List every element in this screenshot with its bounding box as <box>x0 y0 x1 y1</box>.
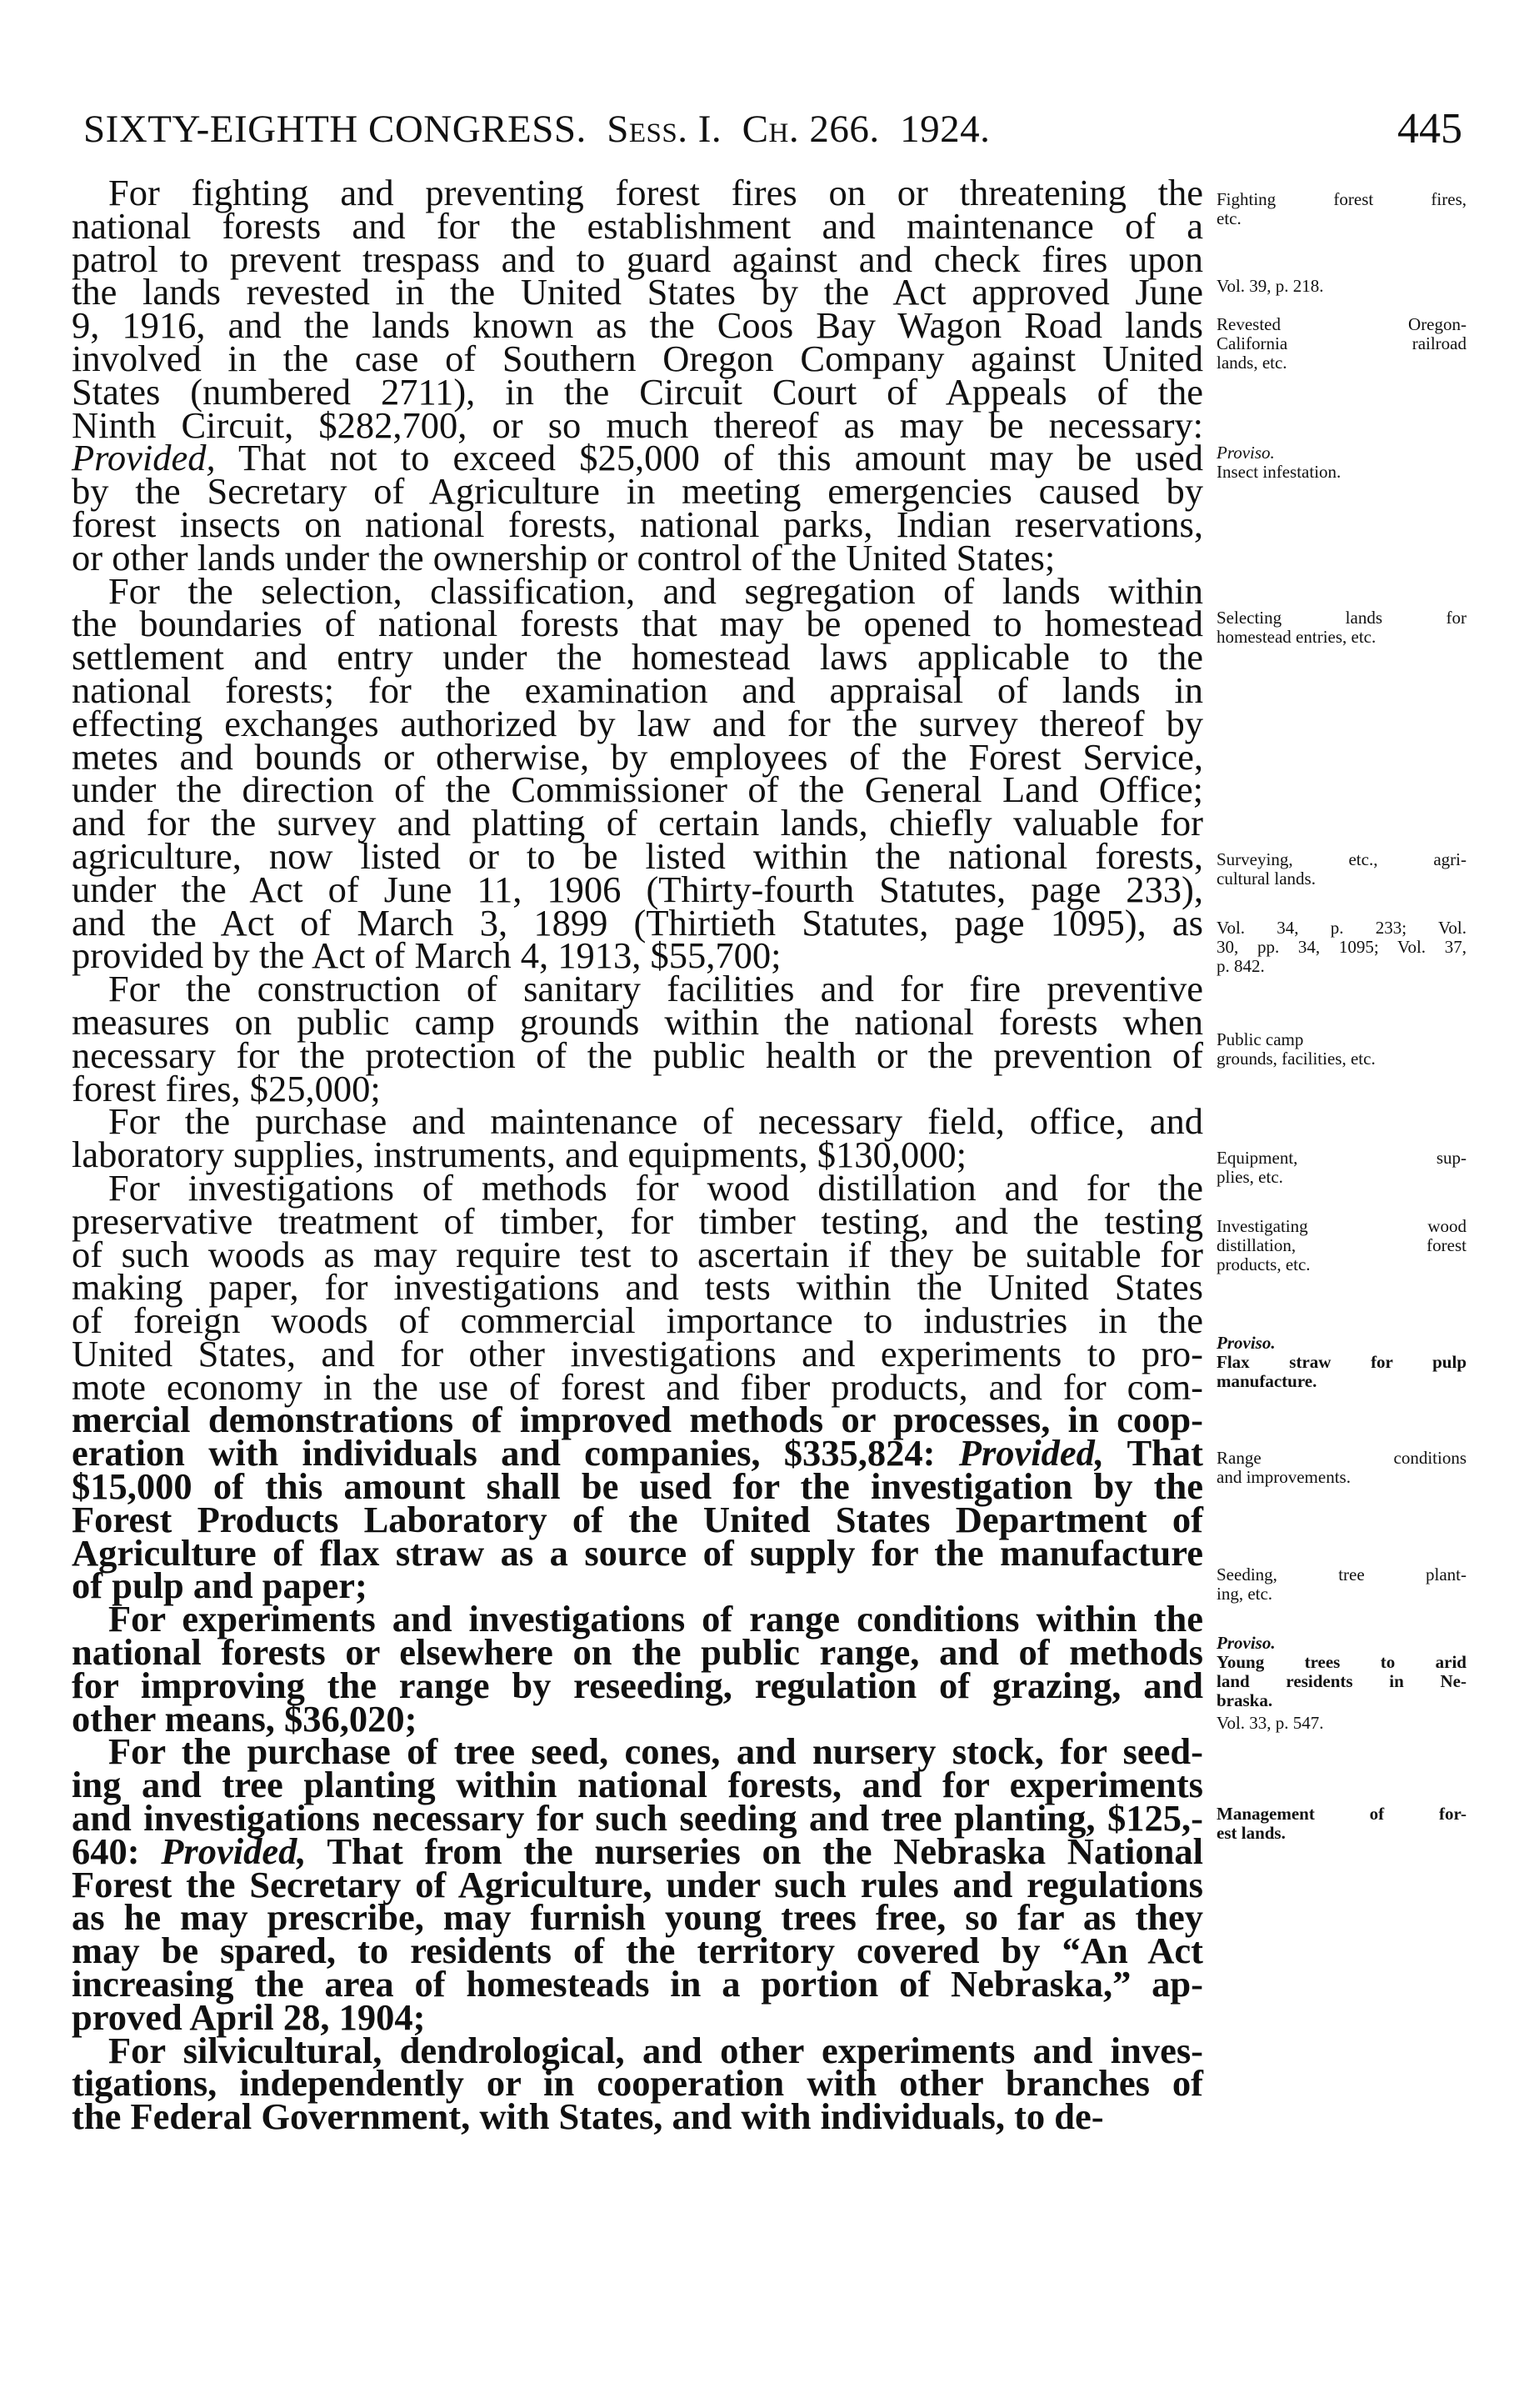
text-line: national forests or elsewhere on the public range, and of methods <box>72 1631 1203 1674</box>
margin-note-line: lands, etc. <box>1217 353 1287 373</box>
text-line: national forests and for the establishment and maintenance of a <box>72 204 1203 247</box>
margin-note <box>1217 1449 1467 1487</box>
margin-note-line: Young trees to arid <box>1217 1652 1467 1672</box>
margin-note-line: Insect infestation. <box>1217 462 1342 482</box>
margin-note-line: and improvements. <box>1217 1467 1351 1487</box>
text-line: For silvicultural, dendrological, and other experiments and inves- <box>108 2029 1203 2071</box>
text-line: Provided, That not to exceed $25,000 of this amount may be used <box>72 437 1203 479</box>
margin-note <box>1217 1030 1467 1069</box>
paragraph <box>72 2029 1203 2138</box>
margin-note-line: Equipment, sup- <box>1217 1148 1467 1168</box>
text-line: under the Act of June 11, 1906 (Thirty-fourth Statutes, page 233), <box>72 868 1203 910</box>
paragraph <box>72 1598 1203 1740</box>
text-line: provided by the Act of March 4, 1913, $55,700; <box>72 934 782 977</box>
header-year: 1924. <box>900 108 991 151</box>
margin-note-line: land residents in Ne- <box>1217 1671 1467 1691</box>
text-line: for improving the range by reseeding, regulation of grazing, and <box>72 1664 1203 1706</box>
text-line: forest insects on national forests, national parks, Indian reservations, <box>72 503 1203 545</box>
text-line: and for the survey and platting of certain lands, chiefly valuable for <box>72 802 1203 844</box>
margin-note <box>1217 1334 1467 1391</box>
text-line: metes and bounds or otherwise, by employees of the Forest Service, <box>72 735 1203 778</box>
margin-note-line: homestead entries, etc. <box>1217 627 1377 647</box>
text-line: For experiments and investigations of range conditions within the <box>108 1598 1203 1640</box>
text-line: making paper, for investigations and tests within the United States <box>72 1266 1203 1309</box>
margin-note-line: Vol. 39, p. 218. <box>1217 276 1324 296</box>
text-line: For fighting and preventing forest fires on or threatening the <box>108 172 1203 213</box>
text-line: of foreign woods of commercial importance to industries in the <box>72 1299 1203 1342</box>
text-line: settlement and entry under the homestead laws applicable to the <box>72 636 1203 678</box>
margin-note <box>1217 850 1467 889</box>
text-line: Forest Products Laboratory of the United States Department of <box>72 1498 1203 1540</box>
text-line: other means, $36,020; <box>72 1697 417 1740</box>
page-number: 445 <box>1397 105 1462 153</box>
margin-note-line: Fighting forest fires, <box>1217 189 1467 209</box>
margin-note-line: Investigating wood <box>1217 1216 1467 1236</box>
margin-note <box>1217 1805 1467 1843</box>
text-line: or other lands under the ownership or control of the United States; <box>72 536 1056 578</box>
margin-note <box>1217 315 1467 373</box>
header-session: Sess. I. <box>607 108 722 151</box>
text-line: laboratory supplies, instruments, and equipments, $130,000; <box>72 1134 967 1176</box>
text-line: For the purchase and maintenance of necessary field, office, and <box>108 1100 1203 1143</box>
margin-note <box>1217 1565 1467 1604</box>
text-line: For the selection, classification, and segregation of lands within <box>108 569 1203 612</box>
header-title <box>83 100 990 158</box>
margin-note <box>1217 1714 1467 1733</box>
text-line: increasing the area of homesteads in a portion of Nebraska,” ap- <box>72 1963 1203 2005</box>
text-line: national forests; for the examination and appraisal of lands in <box>72 668 1203 711</box>
margin-note-line: products, etc. <box>1217 1254 1311 1274</box>
margin-note-line: plies, etc. <box>1217 1167 1283 1187</box>
margin-note <box>1217 608 1467 647</box>
margin-note <box>1217 1634 1467 1710</box>
paragraph <box>72 1730 1203 2038</box>
text-line: proved April 28, 1904; <box>72 1995 426 2038</box>
margin-note-line: California railroad <box>1217 333 1467 353</box>
text-line: the boundaries of national forests that may be opened to homestead <box>72 603 1203 645</box>
margin-note-line: 30, pp. 34, 1095; Vol. 37, <box>1217 937 1467 957</box>
paragraph <box>72 1100 1203 1176</box>
margin-notes <box>1217 0 1467 2408</box>
text-line: mote economy in the use of forest and fiber products, and for com- <box>72 1365 1203 1408</box>
text-line: of pulp and paper; <box>72 1564 367 1607</box>
header-chapter: Ch. 266. <box>742 108 880 151</box>
margin-note-line: Proviso. <box>1217 1333 1276 1353</box>
margin-note <box>1217 443 1467 482</box>
margin-note-line: etc. <box>1217 208 1242 228</box>
text-line: tigations, independently or in cooperation with other branches of <box>72 2062 1203 2105</box>
margin-note-line: Seeding, tree plant- <box>1217 1564 1467 1584</box>
text-line: forest fires, $25,000; <box>72 1067 381 1109</box>
text-line: Forest the Secretary of Agriculture, under such rules and regulations <box>72 1863 1203 1905</box>
header-congress: SIXTY-EIGHTH CONGRESS. <box>83 108 587 151</box>
margin-note-line: p. 842. <box>1217 956 1265 976</box>
text-line: 9, 1916, and the lands known as the Coos Bay Wagon Road lands <box>72 304 1203 347</box>
text-line: agriculture, now listed or to be listed within the national forests, <box>72 834 1203 877</box>
text-line: For the purchase of tree seed, cones, and nursery stock, for seed- <box>108 1730 1203 1773</box>
text-line: For the construction of sanitary facilities and for fire preventive <box>108 968 1203 1010</box>
margin-note-line: Selecting lands for <box>1217 608 1467 628</box>
margin-note <box>1217 919 1467 976</box>
margin-note-line: braska. <box>1217 1690 1273 1710</box>
text-line: may be spared, to residents of the territory covered by “An Act <box>72 1930 1203 1972</box>
margin-note-line: Flax straw for pulp <box>1217 1352 1467 1372</box>
margin-note-line: ing, etc. <box>1217 1584 1273 1604</box>
text-line: and the Act of March 3, 1899 (Thirtieth Statutes, page 1095), as <box>72 901 1203 944</box>
main-text <box>72 172 1203 2138</box>
text-line: and investigations necessary for such seeding and tree planting, $125,- <box>72 1797 1203 1840</box>
margin-note-line: Surveying, etc., agri- <box>1217 849 1467 869</box>
margin-note-line: Range conditions <box>1217 1448 1467 1468</box>
paragraph <box>72 968 1203 1109</box>
margin-note-line: Proviso. <box>1217 1633 1276 1653</box>
text-line: involved in the case of Southern Oregon Company against United <box>72 337 1203 379</box>
text-line: preservative treatment of timber, for timber testing, and the testing <box>72 1199 1203 1242</box>
margin-note-line: cultural lands. <box>1217 869 1316 889</box>
margin-note <box>1217 1217 1467 1274</box>
margin-note-line: Revested Oregon- <box>1217 314 1467 334</box>
margin-note-line: Proviso. <box>1217 443 1275 463</box>
text-line: eration with individuals and companies, $335,824: Provided, That <box>72 1432 1203 1474</box>
text-line: as he may prescribe, may furnish young trees free, so far as they <box>72 1896 1203 1939</box>
text-line: the Federal Government, with States, and with individuals, to de- <box>72 2095 1104 2138</box>
margin-note <box>1217 190 1467 228</box>
text-line: United States, and for other investigations and experiments to pro- <box>72 1332 1203 1374</box>
margin-note-line: Public camp <box>1217 1029 1304 1049</box>
text-line: States (numbered 2711), in the Circuit Court of Appeals of the <box>72 370 1203 413</box>
paragraph <box>72 569 1203 977</box>
text-line: 640: Provided, That from the nurseries on the Nebraska National <box>72 1830 1203 1872</box>
text-line: Ninth Circuit, $282,700, or so much thereof as may be necessary: <box>72 403 1203 446</box>
text-line: $15,000 of this amount shall be used for the investigation by the <box>72 1465 1203 1508</box>
margin-note-line: distillation, forest <box>1217 1235 1467 1255</box>
text-line: effecting exchanges authorized by law and for the survey thereof by <box>72 702 1203 744</box>
paragraph <box>72 1166 1203 1607</box>
margin-note-line: grounds, facilities, etc. <box>1217 1049 1376 1069</box>
margin-note <box>1217 1149 1467 1187</box>
margin-note-line: manufacture. <box>1217 1371 1317 1391</box>
margin-note-line: est lands. <box>1217 1823 1286 1843</box>
text-line: necessary for the protection of the public health or the prevention of <box>72 1034 1203 1076</box>
text-line: For investigations of methods for wood distillation and for the <box>108 1166 1203 1209</box>
text-line: under the direction of the Commissioner of the General Land Office; <box>72 768 1203 811</box>
text-line: of such woods as may require test to ascertain if they be suitable for <box>72 1233 1203 1275</box>
text-line: ing and tree planting within national forests, and for experiments <box>72 1764 1203 1806</box>
text-line: Agriculture of flax straw as a source of supply for the manufacture <box>72 1531 1203 1574</box>
text-line: patrol to prevent trespass and to guard against and check fires upon <box>72 238 1203 280</box>
text-line: measures on public camp grounds within the national forests when <box>72 1000 1203 1043</box>
margin-note-line: Vol. 34, p. 233; Vol. <box>1217 918 1467 938</box>
margin-note-line: Vol. 33, p. 547. <box>1217 1713 1324 1733</box>
text-line: by the Secretary of Agriculture in meeting emergencies caused by <box>72 470 1203 513</box>
margin-note-line: Management of for- <box>1217 1804 1467 1824</box>
text-line: mercial demonstrations of improved methods or processes, in coop- <box>72 1399 1203 1441</box>
text-line: the lands revested in the United States by the Act approved June <box>72 271 1203 313</box>
margin-note <box>1217 277 1467 296</box>
paragraph <box>72 172 1203 578</box>
